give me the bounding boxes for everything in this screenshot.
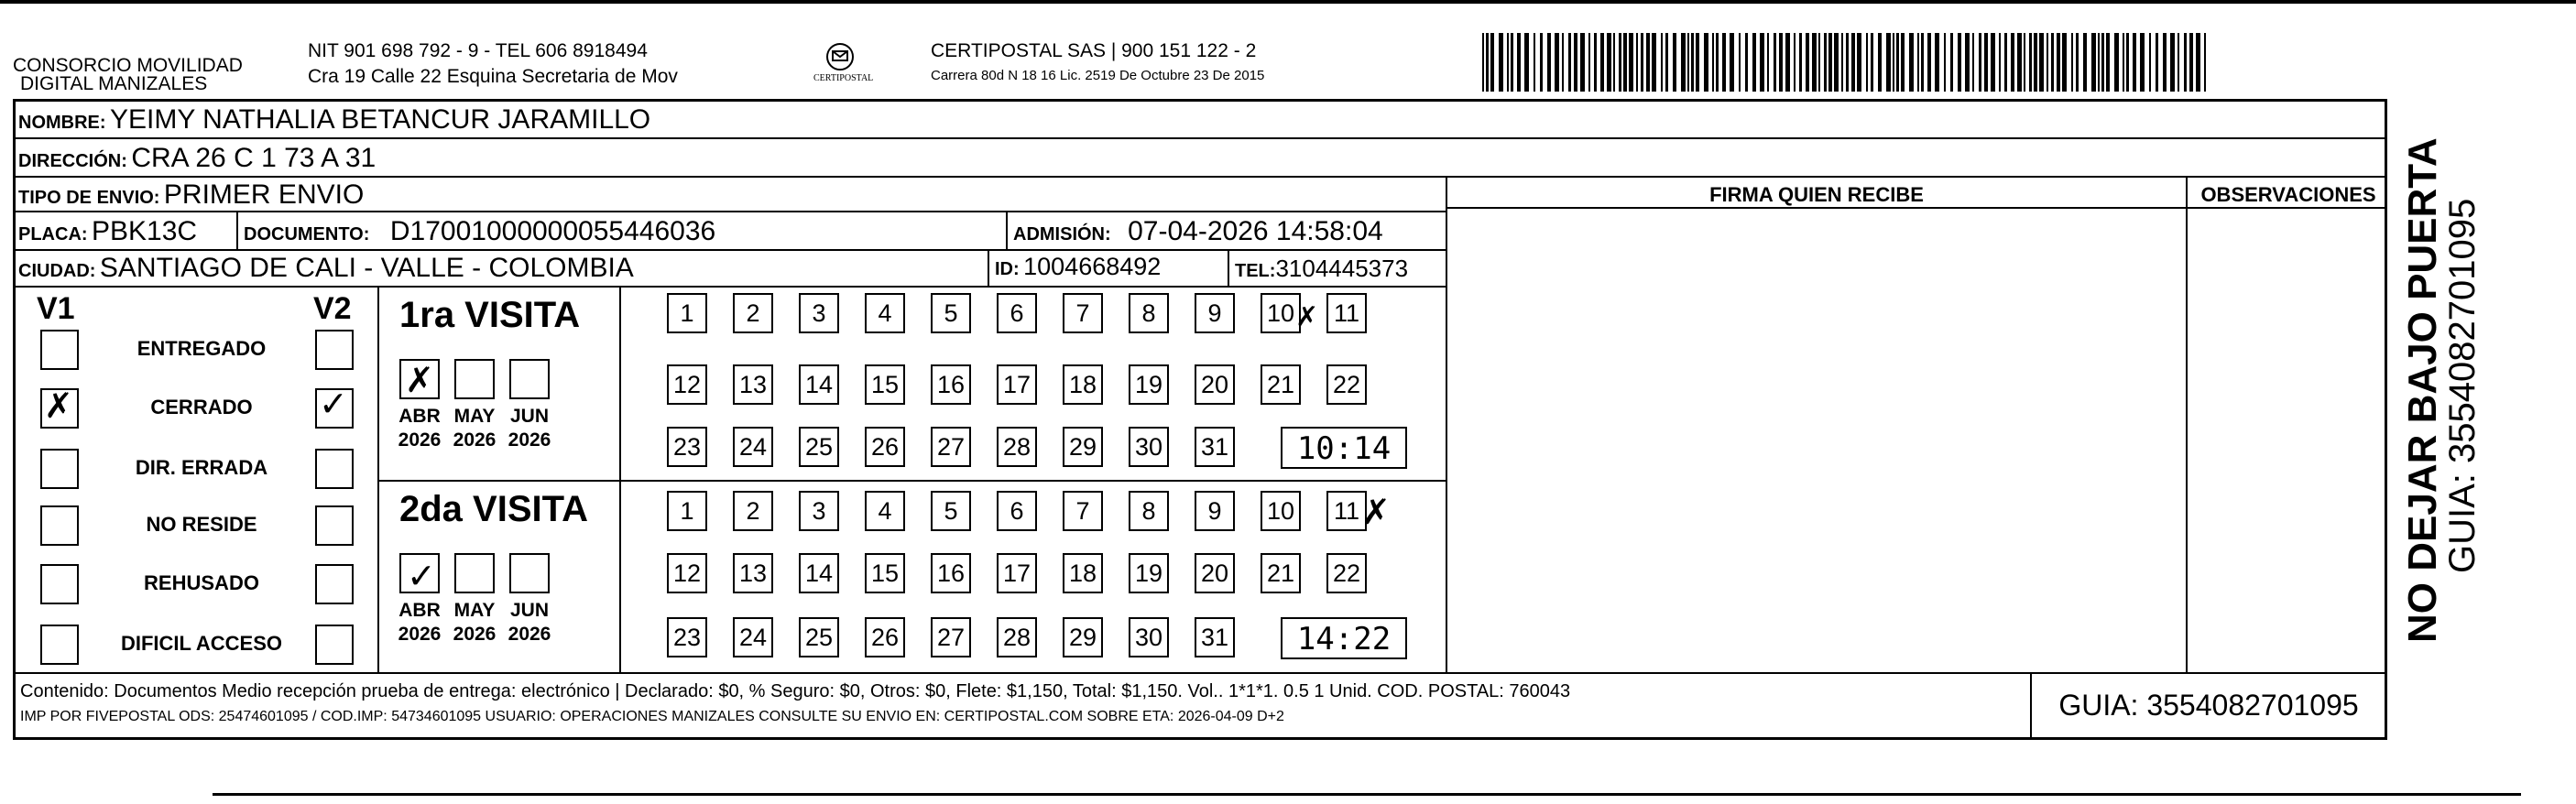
barcode-bar xyxy=(1517,33,1521,92)
barcode-bar xyxy=(1704,33,1708,92)
courier-logo-icon xyxy=(799,38,881,93)
placa-field xyxy=(18,216,197,247)
v1-checkbox[interactable] xyxy=(40,505,79,546)
barcode-bar xyxy=(1687,33,1689,92)
barcode-bar xyxy=(2126,33,2129,92)
id-label: ID: xyxy=(995,259,1020,279)
v1-header: V1 xyxy=(37,291,75,326)
visit2-day-box[interactable]: 18 xyxy=(1063,553,1103,593)
barcode-bar xyxy=(1972,33,1974,92)
visit1-month-year: 2026 xyxy=(453,429,497,451)
barcode-bar xyxy=(2156,33,2158,92)
visit1-month-name: ABR xyxy=(398,406,441,427)
visit2-day-box[interactable]: 1 xyxy=(667,491,707,531)
tipo-envio-value: PRIMER ENVIO xyxy=(163,179,365,210)
barcode-bar xyxy=(2114,33,2119,92)
visit1-day-box[interactable]: 16 xyxy=(931,364,971,405)
v2-checkbox[interactable] xyxy=(315,330,354,370)
v2-header: V2 xyxy=(313,291,352,326)
visit2-day-box[interactable]: 19 xyxy=(1129,553,1169,593)
documento-value: D17001000000055446036 xyxy=(389,216,716,246)
visit2-day-box[interactable]: 16 xyxy=(931,553,971,593)
barcode-bar xyxy=(1745,33,1748,92)
visit2-month-name: MAY xyxy=(453,600,496,621)
visit1-day-box[interactable]: 12 xyxy=(667,364,707,405)
barcode-bar xyxy=(1722,33,1726,92)
visit1-day-box[interactable]: 20 xyxy=(1195,364,1235,405)
placa-value: PBK13C xyxy=(92,216,198,246)
bottom-scan-edge xyxy=(213,793,2521,796)
visit2-day-11-mark: ✗ xyxy=(1361,492,1391,532)
barcode-bar xyxy=(2017,33,2022,92)
visit1-day-box[interactable]: 15 xyxy=(865,364,905,405)
status-label: REHUSADO xyxy=(144,571,259,594)
visit1-day-box[interactable]: 25 xyxy=(799,427,839,467)
barcode-bar xyxy=(1917,33,1919,92)
visit1-day-box[interactable]: 1 xyxy=(667,293,707,333)
barcode-bar xyxy=(1841,33,1843,92)
barcode-bar xyxy=(1499,33,1503,92)
barcode-bar xyxy=(1999,33,2001,92)
visit1-day-box[interactable]: 11 xyxy=(1326,293,1367,333)
visit2-day-box[interactable]: 15 xyxy=(865,553,905,593)
barcode-bar xyxy=(2039,33,2044,92)
nombre-value: YEIMY NATHALIA BETANCUR JARAMILLO xyxy=(110,104,651,135)
footer-guia: GUIA: 3554082701095 xyxy=(2058,689,2359,722)
barcode-bar xyxy=(1534,33,1535,92)
visit1-day-box[interactable]: 23 xyxy=(667,427,707,467)
barcode-bar xyxy=(1767,33,1769,92)
id-field xyxy=(995,253,1161,281)
side-guia: GUIA: 3554082701095 xyxy=(2442,198,2483,573)
admision-label: ADMISIÓN: xyxy=(1013,224,1111,244)
barcode-bar xyxy=(1909,33,1914,92)
barcode-bar xyxy=(1834,33,1839,92)
visit1-day-box[interactable]: 19 xyxy=(1129,364,1169,405)
visit1-month-year: 2026 xyxy=(398,429,442,451)
visit2-day-box[interactable]: 7 xyxy=(1063,491,1103,531)
visit2-month-checkbox[interactable] xyxy=(509,553,550,593)
v1-checkbox[interactable] xyxy=(40,449,79,489)
barcode-bar xyxy=(2029,33,2032,92)
visit-divider xyxy=(377,480,1447,482)
visit2-day-box[interactable]: 5 xyxy=(931,491,971,531)
barcode-bar xyxy=(1623,33,1627,92)
barcode-bar xyxy=(1486,33,1489,92)
visit2-day-box[interactable]: 20 xyxy=(1195,553,1235,593)
barcode-bar xyxy=(1806,33,1809,92)
month-divider xyxy=(619,286,621,672)
barcode-bar xyxy=(1752,33,1756,92)
barcode-bar xyxy=(1482,33,1484,92)
barcode-bar xyxy=(2076,33,2079,92)
v1-cerrado-check-mark: ✗ xyxy=(44,386,73,426)
barcode-bar xyxy=(1779,33,1783,92)
barcode-bar xyxy=(1524,33,1529,92)
visit1-day-box[interactable]: 5 xyxy=(931,293,971,333)
visit1-month-name: JUN xyxy=(509,406,549,427)
barcode-bar xyxy=(1511,33,1513,92)
visit1-day-box[interactable]: 13 xyxy=(733,364,773,405)
visit1-month-checkbox[interactable] xyxy=(509,359,550,399)
barcode-bar xyxy=(1681,33,1686,92)
visit1-day-box[interactable]: 6 xyxy=(997,293,1037,333)
barcode-bar xyxy=(1568,33,1571,92)
side-warning: NO DEJAR BAJO PUERTA xyxy=(2400,137,2445,643)
barcode-bar xyxy=(1799,33,1802,92)
visit2-day-box[interactable]: 26 xyxy=(865,617,905,657)
barcode-bar xyxy=(1927,33,1931,92)
barcode-bar xyxy=(1979,33,1981,92)
tel-divider xyxy=(1228,249,1229,286)
visit2-day-box[interactable]: 24 xyxy=(733,617,773,657)
barcode-bar xyxy=(1921,33,1924,92)
visit2-day-box[interactable]: 6 xyxy=(997,491,1037,531)
barcode-bar xyxy=(2062,33,2067,92)
direccion-row xyxy=(18,143,376,174)
ciudad-field xyxy=(18,253,634,284)
barcode-bar xyxy=(2189,33,2193,92)
signature-left-border xyxy=(1446,176,1447,672)
visit1-day-box[interactable]: 14 xyxy=(799,364,839,405)
visit2-month-abr-mark: ✓ xyxy=(407,556,436,596)
visit1-time: 10:14 xyxy=(1281,427,1407,469)
nombre-label: NOMBRE: xyxy=(18,113,106,133)
barcode-bar xyxy=(1857,33,1861,92)
status-label: CERRADO xyxy=(150,396,253,418)
status-label: NO RESIDE xyxy=(146,513,257,536)
barcode-bar xyxy=(1661,33,1663,92)
barcode-bar xyxy=(2140,33,2145,92)
visit2-day-box[interactable]: 11 xyxy=(1326,491,1367,531)
barcode-bar xyxy=(1490,33,1494,92)
barcode-bar xyxy=(2051,33,2054,92)
visit1-day-box[interactable]: 18 xyxy=(1063,364,1103,405)
barcode-bar xyxy=(2098,33,2100,92)
barcode-bar xyxy=(2024,33,2025,92)
id-divider xyxy=(988,249,989,286)
admision-divider xyxy=(1006,211,1008,249)
barcode-bar xyxy=(1600,33,1604,92)
visit2-day-box[interactable]: 22 xyxy=(1326,553,1367,593)
v1-checkbox[interactable] xyxy=(40,564,79,604)
barcode-bar xyxy=(1935,33,1939,92)
company-name-line1: CONSORCIO MOVILIDAD xyxy=(13,55,243,76)
visit2-month-year: 2026 xyxy=(398,624,442,645)
visit2-day-box[interactable]: 23 xyxy=(667,617,707,657)
row-divider xyxy=(13,286,1447,288)
visit2-day-box[interactable]: 8 xyxy=(1129,491,1169,531)
visit2-month-year: 2026 xyxy=(453,624,497,645)
barcode-bar xyxy=(2106,33,2110,92)
status-divider xyxy=(377,286,379,672)
visit2-day-box[interactable]: 14 xyxy=(799,553,839,593)
barcode-bar xyxy=(1866,33,1868,92)
visit2-day-box[interactable]: 21 xyxy=(1261,553,1301,593)
visit1-day-box[interactable]: 30 xyxy=(1129,427,1169,467)
visit2-day-box[interactable]: 29 xyxy=(1063,617,1103,657)
barcode-bar xyxy=(1965,33,1970,92)
visit1-month-year: 2026 xyxy=(508,429,551,451)
barcode-bar xyxy=(1828,33,1832,92)
observaciones-label: OBSERVACIONES xyxy=(2200,183,2376,206)
v2-checkbox[interactable] xyxy=(315,625,354,665)
visit2-day-box[interactable]: 27 xyxy=(931,617,971,657)
visit2-month-checkbox[interactable] xyxy=(454,553,495,593)
barcode-bar xyxy=(2091,33,2096,92)
barcode-bar xyxy=(1878,33,1882,92)
ciudad-label: CIUDAD: xyxy=(18,261,96,281)
barcode-bar xyxy=(1588,33,1590,92)
status-label: ENTREGADO xyxy=(136,337,267,360)
barcode-bar xyxy=(2071,33,2073,92)
row-divider xyxy=(13,249,1447,251)
company-nit-tel: NIT 901 698 792 - 9 - TEL 606 8918494 xyxy=(308,40,648,61)
barcode-bar xyxy=(2011,33,2014,92)
barcode-bar xyxy=(2196,33,2200,92)
barcode-bar xyxy=(1774,33,1776,92)
visit1-day-box[interactable]: 10 xyxy=(1261,293,1301,333)
firma-label: FIRMA QUIEN RECIBE xyxy=(1709,183,1924,206)
barcode-bar xyxy=(1547,33,1551,92)
barcode-bar xyxy=(2083,33,2087,92)
status-label: DIFICIL ACCESO xyxy=(120,632,282,655)
barcode-bar xyxy=(1851,33,1855,92)
visit2-month-name: ABR xyxy=(398,600,441,621)
placa-divider xyxy=(236,211,238,249)
barcode-bar xyxy=(1824,33,1827,92)
barcode-bar xyxy=(1691,33,1694,92)
visit1-day-box[interactable]: 27 xyxy=(931,427,971,467)
barcode-bar xyxy=(1871,33,1873,92)
visit2-day-box[interactable]: 17 xyxy=(997,553,1037,593)
barcode-bar xyxy=(1712,33,1714,92)
barcode-bar xyxy=(1652,33,1656,92)
barcode-bar xyxy=(2047,33,2048,92)
visit1-month-checkbox[interactable] xyxy=(454,359,495,399)
barcode-bar xyxy=(1794,33,1796,92)
visit1-month-name: MAY xyxy=(453,406,496,427)
visit1-day-box[interactable]: 26 xyxy=(865,427,905,467)
barcode-bar xyxy=(2163,33,2167,92)
visit2-day-box[interactable]: 3 xyxy=(799,491,839,531)
visit1-title: 1ra VISITA xyxy=(399,295,581,335)
tel-value: 3104445373 xyxy=(1275,255,1409,282)
visit2-day-box[interactable]: 31 xyxy=(1195,617,1235,657)
barcode-bar xyxy=(1950,33,1953,92)
barcode-bar xyxy=(1812,33,1817,92)
barcode-bar xyxy=(1665,33,1668,92)
barcode-bar xyxy=(1555,33,1559,92)
barcode-bar xyxy=(2101,33,2104,92)
v1-checkbox[interactable] xyxy=(40,625,79,665)
company-name-line2: DIGITAL MANIZALES xyxy=(20,73,208,94)
visit1-month-abr-mark: ✗ xyxy=(405,360,434,400)
tipo-envio-label: TIPO DE ENVIO: xyxy=(18,188,160,208)
barcode-bar xyxy=(2204,33,2206,92)
ciudad-value: SANTIAGO DE CALI - VALLE - COLOMBIA xyxy=(99,253,634,283)
footer-content-line: Contenido: Documentos Medio recepción prueba de entrega: electrónico | Declarado: $0, % Seguro: $0, Otros: $0, Flete: $1,150, Total: $1,150. Vol.. 1*1*1. 0.5 1 Unid. COD. POSTAL: 760043 xyxy=(20,681,1571,701)
barcode-bar xyxy=(2034,33,2037,92)
visit2-month-year: 2026 xyxy=(508,624,551,645)
status-label: DIR. ERRADA xyxy=(135,456,268,479)
barcode-bar xyxy=(1730,33,1734,92)
visit2-day-box[interactable]: 4 xyxy=(865,491,905,531)
visit2-title: 2da VISITA xyxy=(399,489,588,529)
v2-checkbox[interactable] xyxy=(315,449,354,489)
visit2-day-box[interactable]: 25 xyxy=(799,617,839,657)
barcode-bar xyxy=(2123,33,2124,92)
visit1-day-box[interactable]: 22 xyxy=(1326,364,1367,405)
observaciones-area xyxy=(2189,209,2385,670)
visit2-day-box[interactable]: 30 xyxy=(1129,617,1169,657)
v2-checkbox[interactable] xyxy=(315,564,354,604)
visit2-time: 14:22 xyxy=(1281,617,1407,659)
barcode-bar xyxy=(1646,33,1650,92)
nombre-row xyxy=(18,104,650,136)
direccion-value: CRA 26 C 1 73 A 31 xyxy=(131,143,377,173)
barcode-bar xyxy=(1507,33,1509,92)
visit1-day-box[interactable]: 24 xyxy=(733,427,773,467)
barcode-bar xyxy=(1696,33,1699,92)
courier-logo-caption: CERTIPOSTAL xyxy=(813,73,874,83)
barcode-bar xyxy=(2170,33,2175,92)
visit2-day-box[interactable]: 9 xyxy=(1195,491,1235,531)
barcode-bar xyxy=(1641,33,1643,92)
documento-field xyxy=(244,216,715,247)
row-divider xyxy=(13,176,2387,178)
visit1-day-box[interactable]: 4 xyxy=(865,293,905,333)
barcode-bar xyxy=(1629,33,1633,92)
admision-value: 07-04-2026 14:58:04 xyxy=(1128,216,1383,246)
visit1-day-box[interactable]: 7 xyxy=(1063,293,1103,333)
placa-label: PLACA: xyxy=(18,224,88,244)
barcode-bar xyxy=(1574,33,1577,92)
barcode-bar xyxy=(1613,33,1615,92)
observaciones-left-border xyxy=(2186,176,2188,672)
courier-name: CERTIPOSTAL SAS | 900 151 122 - 2 xyxy=(931,40,1257,61)
visit2-day-box[interactable]: 12 xyxy=(667,553,707,593)
visit1-day-box[interactable]: 8 xyxy=(1129,293,1169,333)
barcode-bar xyxy=(1716,33,1719,92)
barcode-bar xyxy=(1594,33,1597,92)
v1-checkbox[interactable] xyxy=(40,330,79,370)
visit2-day-box[interactable]: 2 xyxy=(733,491,773,531)
visit2-day-box[interactable]: 13 xyxy=(733,553,773,593)
documento-label: DOCUMENTO: xyxy=(244,224,370,244)
id-value: 1004668492 xyxy=(1023,253,1162,280)
tel-field xyxy=(1235,255,1408,283)
tel-label: TEL: xyxy=(1235,261,1276,281)
visit1-day-box[interactable]: 31 xyxy=(1195,427,1235,467)
visit2-day-box[interactable]: 28 xyxy=(997,617,1037,657)
visit1-day-box[interactable]: 3 xyxy=(799,293,839,333)
signature-area xyxy=(1449,209,2184,670)
footer-print-info-line: IMP POR FIVEPOSTAL ODS: 25474601095 / COD.IMP: 54734601095 USUARIO: OPERACIONES MANIZALES CONSULTE SU ENVIO EN: CERTIPOSTAL.COM SOBRE ETA: 2026-04-09 D+2 xyxy=(20,709,1284,724)
visit2-day-box[interactable]: 10 xyxy=(1261,491,1301,531)
barcode-bar xyxy=(1901,33,1905,92)
visit1-day-box[interactable]: 9 xyxy=(1195,293,1235,333)
barcode-bar xyxy=(1540,33,1543,92)
tipo-envio-row xyxy=(18,179,364,211)
visit1-day-box[interactable]: 28 xyxy=(997,427,1037,467)
visit1-day-box[interactable]: 29 xyxy=(1063,427,1103,467)
barcode-bar xyxy=(1886,33,1891,92)
barcode-bar xyxy=(1562,33,1564,92)
company-address: Cra 19 Calle 22 Esquina Secretaria de Mov xyxy=(308,66,678,87)
barcode-bar xyxy=(1619,33,1621,92)
barcode-bar xyxy=(1636,33,1638,92)
visit2-month-name: JUN xyxy=(509,600,549,621)
barcode-bar xyxy=(1958,33,1961,92)
barcode-bar xyxy=(2149,33,2151,92)
visit1-day-10-mark: ✗ xyxy=(1295,301,1319,333)
barcode-bar xyxy=(2178,33,2179,92)
barcode-bar xyxy=(1991,33,1995,92)
barcode-bar xyxy=(2133,33,2136,92)
barcode-bar xyxy=(1580,33,1585,92)
row-divider xyxy=(13,211,1447,212)
admision-field xyxy=(1013,216,1383,247)
barcode-bar xyxy=(1785,33,1790,92)
v2-cerrado-check-mark: ✓ xyxy=(319,384,348,424)
barcode-bar xyxy=(1673,33,1676,92)
barcode-bar xyxy=(2184,33,2187,92)
barcode-bar xyxy=(1607,33,1611,92)
barcode xyxy=(1482,33,2215,92)
visit1-day-box[interactable]: 2 xyxy=(733,293,773,333)
barcode-bar xyxy=(1944,33,1946,92)
visit1-day-box[interactable]: 17 xyxy=(997,364,1037,405)
barcode-bar xyxy=(1984,33,1988,92)
courier-address: Carrera 80d N 18 16 Lic. 2519 De Octubre 23 De 2015 xyxy=(931,68,1265,83)
barcode-bar xyxy=(2057,33,2060,92)
v2-checkbox[interactable] xyxy=(315,505,354,546)
barcode-bar xyxy=(1846,33,1849,92)
row-divider xyxy=(13,137,2387,139)
barcode-bar xyxy=(2004,33,2007,92)
visit1-day-box[interactable]: 21 xyxy=(1261,364,1301,405)
barcode-bar xyxy=(1896,33,1899,92)
barcode-bar xyxy=(1760,33,1764,92)
direccion-label: DIRECCIÓN: xyxy=(18,151,127,171)
barcode-bar xyxy=(1818,33,1820,92)
barcode-bar xyxy=(1739,33,1741,92)
barcode-bar xyxy=(1893,33,1894,92)
top-scan-edge xyxy=(0,0,2576,4)
